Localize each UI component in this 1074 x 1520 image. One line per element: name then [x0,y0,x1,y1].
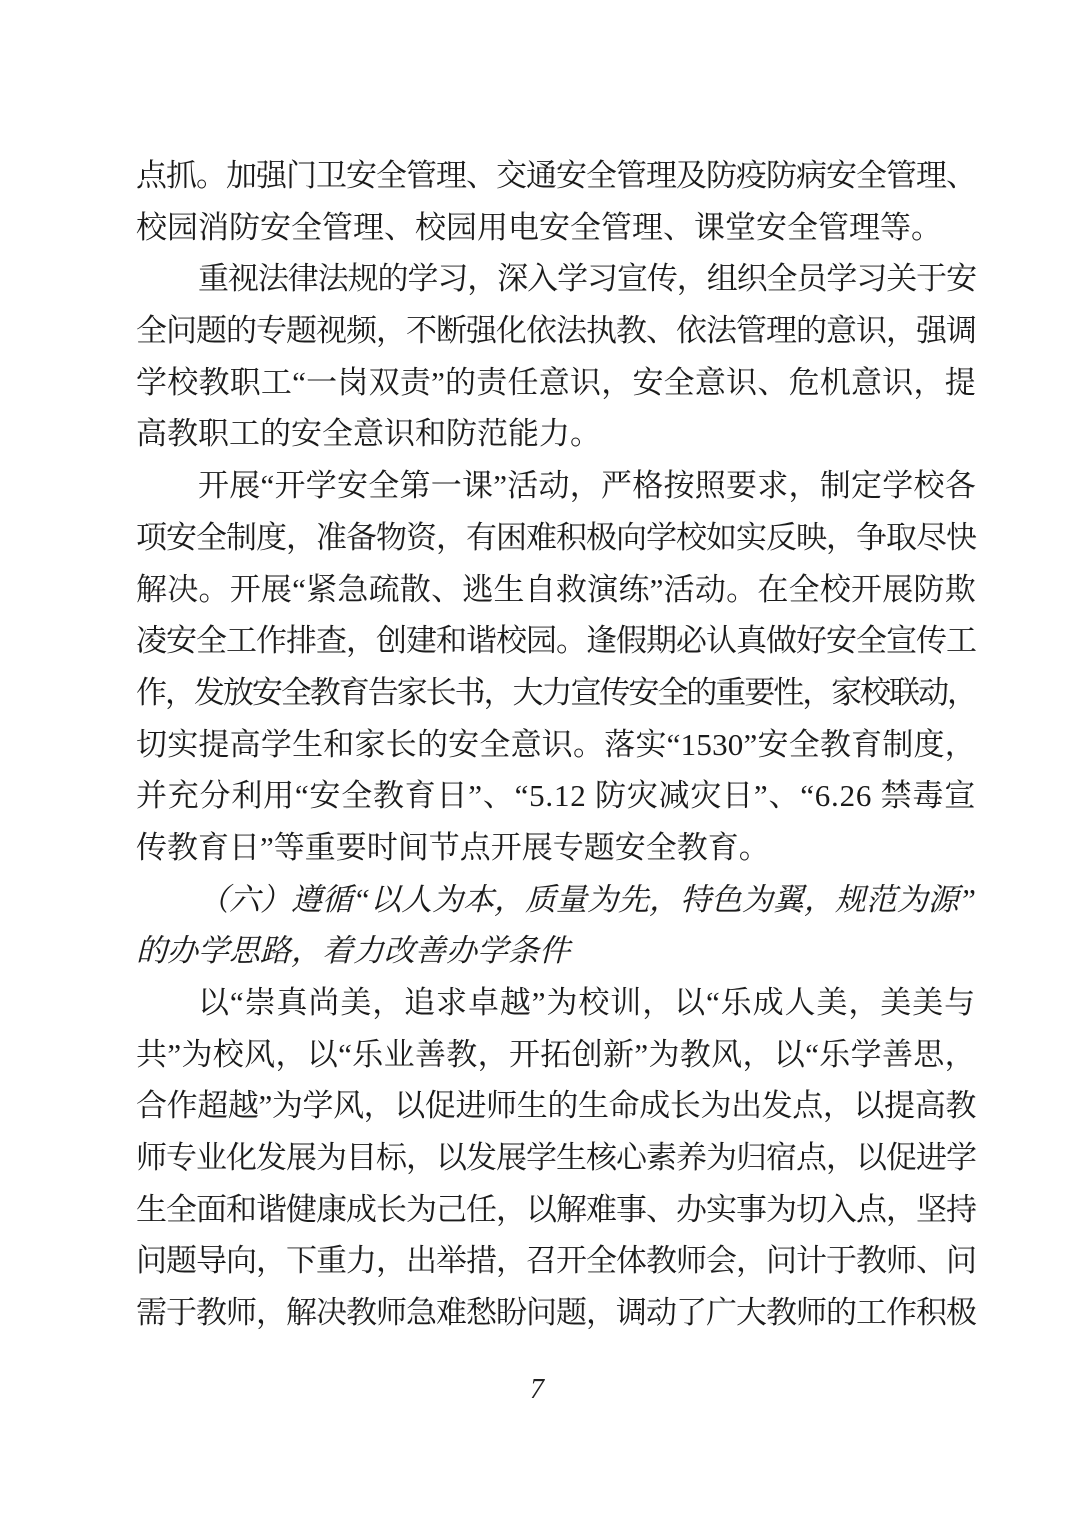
text-line: 项安全制度，准备物资，有困难积极向学校如实反映，争取尽快 [136,519,976,555]
text-line: 重视法律法规的学习，深入学习宣传，组织全员学习关于安 [198,261,976,297]
text-line: 传教育日”等重要时间节点开展专题安全教育。 [136,829,770,865]
text-line: 师专业化发展为目标，以发展学生核心素养为归宿点，以促进学 [136,1140,976,1176]
text-line: 切实提高学生和家长的安全意识。落实“1530”安全教育制度， [136,726,976,762]
text-line: 解决。开展“紧急疏散、逃生自救演练”活动。在全校开展防欺 [136,571,976,607]
text-line: 共”为校风，以“乐业善教，开拓创新”为教风，以“乐学善思， [136,1036,976,1072]
section-heading-line: （六）遵循“以人为本，质量为先，特色为翼，规范为源” [198,881,976,917]
text-line: 问题导向，下重力，出举措，召开全体教师会，问计于教师、问 [136,1243,976,1279]
text-line: 需于教师，解决教师急难愁盼问题，调动了广大教师的工作积极 [136,1295,976,1331]
text-line: 开展“开学安全第一课”活动，严格按照要求，制定学校各 [198,468,976,504]
section-heading-line: 的办学思路，着力改善办学条件 [136,933,570,969]
text-line: 校园消防安全管理、校园用电安全管理、课堂安全管理等。 [136,209,942,245]
text-line: 并充分利用“安全教育日”、“5.12 防灾减灾日”、“6.26 禁毒宣 [136,778,976,814]
text-line: 点抓。加强门卫安全管理、交通安全管理及防疫防病安全管理、 [136,158,976,193]
text-line: 以“崇真尚美，追求卓越”为校训，以“乐成人美，美美与 [198,985,976,1020]
text-line: 全问题的专题视频，不断强化依法执教、依法管理的意识，强调 [136,313,976,349]
text-block [136,150,976,1339]
text-line: 生全面和谐健康成长为己任，以解难事、办实事为切入点，坚持 [136,1191,976,1227]
text-line: 合作超越”为学风，以促进师生的生命成长为出发点，以提高教 [136,1088,976,1124]
text-line: 凌安全工作排查，创建和谐校园。逢假期必认真做好安全宣传工 [136,623,976,659]
text-line: 作，发放安全教育告家长书，大力宣传安全的重要性，家校联动， [136,674,976,710]
text-line: 高教职工的安全意识和防范能力。 [136,416,601,452]
text-line: 学校教职工“一岗双责”的责任意识，安全意识、危机意识，提 [136,364,976,400]
page-number: 7 [530,1374,544,1405]
